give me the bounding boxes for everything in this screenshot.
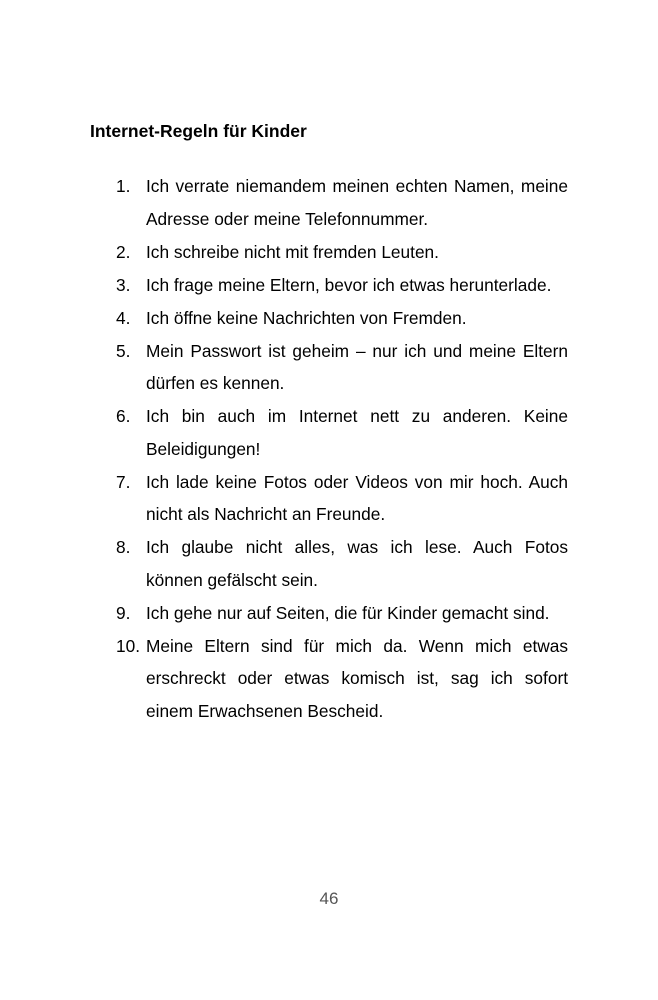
list-item-number: 7. xyxy=(116,471,131,492)
page-title: Internet-Regeln für Kinder xyxy=(90,121,307,141)
page-number: 46 xyxy=(319,889,339,908)
list-item-text: Ich frage meine Eltern, bevor ich etwas herunterlade. xyxy=(146,274,552,295)
list-item xyxy=(112,236,568,269)
list-item-text: Ich bin auch im Internet nett zu anderen. Keine Beleidigungen! xyxy=(146,406,568,459)
list-item-text: Ich lade keine Fotos oder Videos von mir hoch. Auch nicht als Nachricht an Freunde. xyxy=(146,471,568,524)
list-item-text: Ich öffne keine Nachrichten von Fremden. xyxy=(146,307,467,328)
list-item-number: 8. xyxy=(116,537,131,557)
list-item-text: Meine Eltern sind für mich da. Wenn mich etwas erschreckt oder etwas komisch ist, sag ich sofort einem Erwachsenen Bescheid. xyxy=(146,635,568,721)
list-item xyxy=(112,302,568,335)
list-item-number: 2. xyxy=(116,241,131,262)
list-item xyxy=(112,400,568,465)
list-item-text: Ich schreibe nicht mit fremden Leuten. xyxy=(146,241,439,262)
list-item-number: 3. xyxy=(116,274,131,295)
list-item-number: 4. xyxy=(116,307,131,328)
rules-list xyxy=(112,170,568,728)
list-item-text: Ich glaube nicht alles, was ich lese. Auch Fotos können gefälscht sein. xyxy=(146,537,568,590)
list-item-text: Ich gehe nur auf Seiten, die für Kinder gemacht sind. xyxy=(146,602,550,623)
list-item-number: 6. xyxy=(116,406,131,426)
list-item-number: 10. xyxy=(116,635,141,656)
list-item-text: Mein Passwort ist geheim – nur ich und meine Eltern dürfen es kennen. xyxy=(146,340,568,393)
list-item xyxy=(112,335,568,400)
list-item xyxy=(112,269,568,302)
list-item-number: 9. xyxy=(116,602,131,623)
list-item-text: Ich verrate niemandem meinen echten Namen, meine Adresse oder meine Telefonnummer. xyxy=(146,176,568,229)
list-item xyxy=(112,531,568,596)
list-item xyxy=(112,170,568,235)
list-item-number: 5. xyxy=(116,340,131,361)
list-item xyxy=(112,466,568,531)
list-item-number: 1. xyxy=(116,176,131,196)
list-item xyxy=(112,597,568,630)
list-item xyxy=(112,630,568,728)
